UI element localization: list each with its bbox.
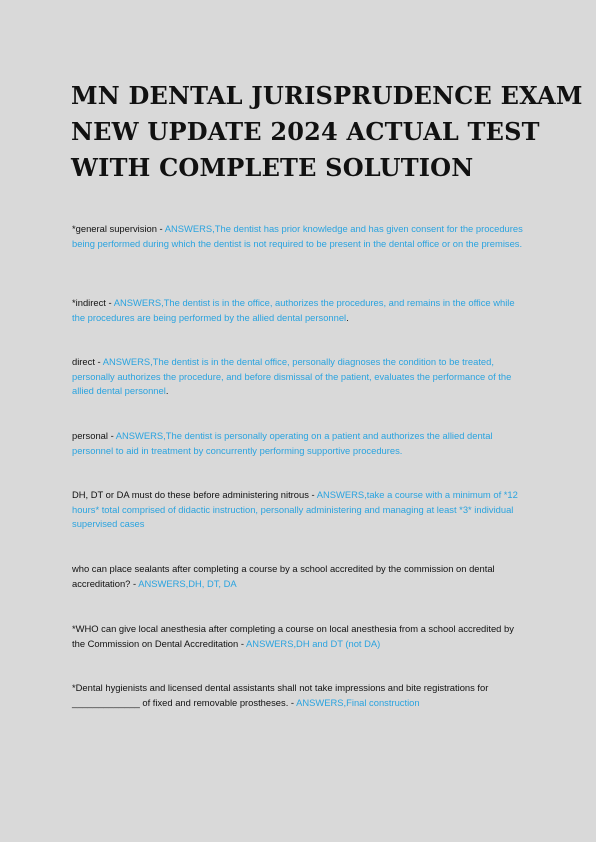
qa-item: [72, 562, 527, 591]
question-text: *WHO can give local anesthesia after completing a course on local anesthesia from a school accredited by the Commission on Dental Accreditation -: [72, 623, 514, 649]
qa-item: [72, 296, 527, 325]
document-title: [71, 78, 583, 186]
qa-item: [72, 222, 527, 251]
answer-suffix: .: [165, 385, 169, 397]
answer-text: ANSWERS,The dentist is in the office, authorizes the procedures, and remains in the office while the procedures are being performed by the allied dental personnel: [72, 297, 515, 323]
title-line: NEW UPDATE 2024 ACTUAL TEST: [71, 117, 540, 146]
qa-item: [72, 681, 527, 710]
answer-text: ANSWERS,Final construction: [296, 696, 420, 708]
answer-text: ANSWERS,DH and DT (not DA): [246, 637, 381, 649]
qa-item: [72, 488, 527, 532]
title-line: MN DENTAL JURISPRUDENCE EXAM: [71, 81, 583, 110]
question-text: DH, DT or DA must do these before administering nitrous -: [72, 489, 317, 500]
title-line: WITH COMPLETE SOLUTION: [71, 153, 474, 182]
question-text: direct -: [72, 356, 103, 367]
question-text: *general supervision -: [72, 223, 165, 234]
qa-item: [72, 429, 527, 458]
qa-item: [72, 355, 527, 399]
question-text: *indirect -: [72, 297, 114, 308]
question-text: personal -: [72, 430, 116, 441]
answer-text: ANSWERS,take a course with a minimum of *12 hours* total comprised of didactic instruction, personally administering and managing at least *3* individual supervised cases: [72, 489, 518, 530]
answer-text: ANSWERS,The dentist is in the dental office, personally diagnoses the condition to be treated, personally authorizes the procedure, and before dismissal of the patient, evaluates the performance of the allied dental personnel: [72, 356, 512, 397]
answer-suffix: .: [346, 311, 349, 323]
answer-text: ANSWERS,The dentist is personally operating on a patient and authorizes the allied dental personnel to aid in treatment by concurrently performing supportive procedures.: [72, 430, 493, 456]
answer-text: ANSWERS,DH, DT, DA: [138, 577, 237, 589]
question-text: *Dental hygienists and licensed dental assistants shall not take impressions and bite registrations for _____________ of fixed and removable prostheses. -: [72, 682, 489, 708]
question-text: who can place sealants after completing a course by a school accredited by the commission on dental accreditation? -: [72, 563, 495, 589]
qa-item: [72, 622, 527, 651]
answer-text: ANSWERS,The dentist has prior knowledge and has given consent for the procedures being performed during which the dentist is not required to be present in the dental office or on the premises.: [72, 223, 523, 249]
